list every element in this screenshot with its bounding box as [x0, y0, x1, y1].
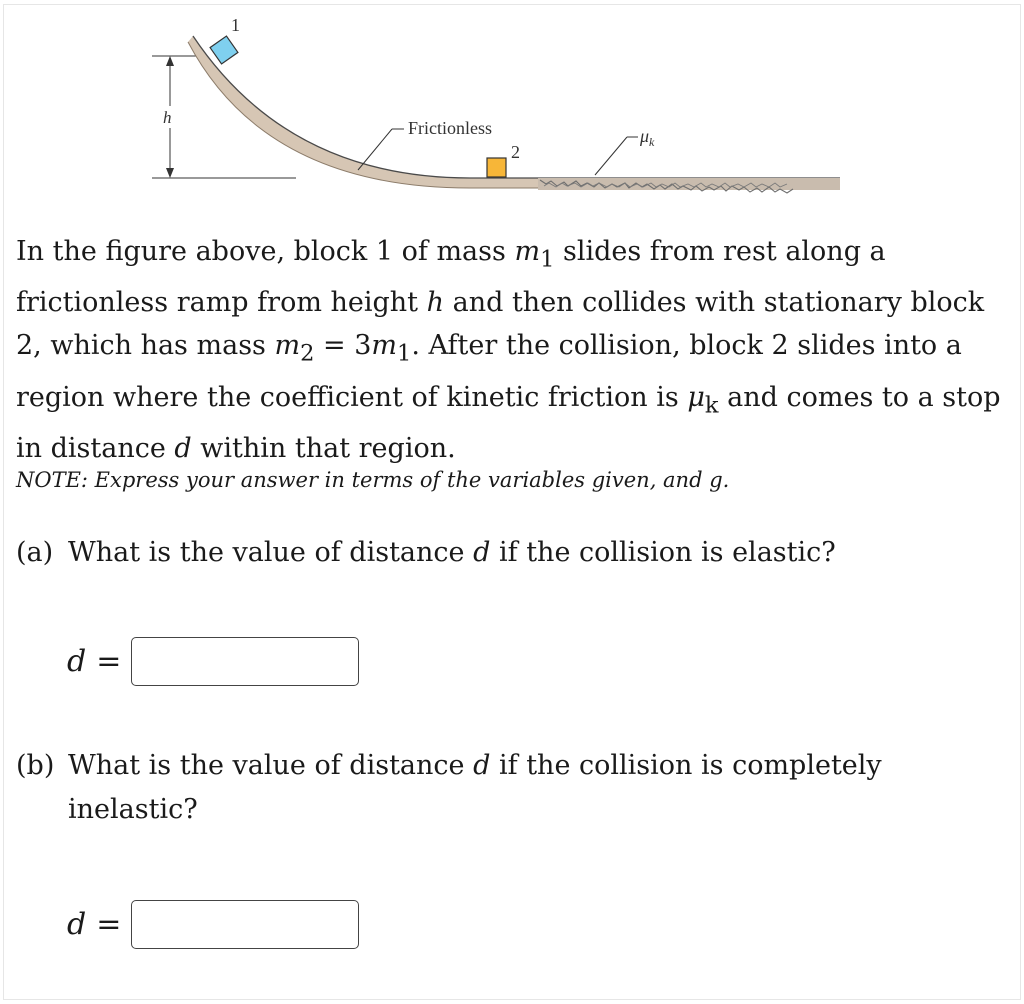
height-label: h — [163, 108, 172, 127]
question-a-text: What is the value of distance d if the collision is elastic? — [68, 537, 836, 568]
answer-b-input[interactable] — [131, 900, 359, 949]
rough-region — [538, 178, 840, 193]
question-b-label: (b) — [16, 750, 55, 781]
answer-b-label: d = — [67, 907, 122, 942]
answer-a-label: d = — [67, 644, 122, 679]
note: NOTE: Express your answer in terms of the variables given, and g. — [16, 468, 730, 492]
mu-k-label: $\mu_k$ — [640, 126, 655, 149]
question-b-text: What is the value of distance d if the collision is completely inelastic? — [68, 750, 882, 825]
ramp — [188, 36, 840, 188]
frictionless-callout — [358, 118, 492, 170]
answer-b-row — [67, 900, 359, 949]
answer-a-input[interactable] — [131, 637, 359, 686]
block-1-label: 1 — [231, 15, 240, 35]
answer-a-row — [67, 637, 359, 686]
height-indicator — [152, 56, 296, 178]
problem-statement: In the figure above, block 1 of mass $m_1$ slides from rest along a frictionless ramp from height h and then collides with stationary block 2, which has mass $m_2 = 3m_1$. After the collision, block 2 slides into a region where the coefficient of kinetic friction is $\mu_k$ and comes to a stop in distance d within that region. — [16, 236, 1001, 465]
physics-figure — [0, 0, 1024, 215]
block-1 — [210, 15, 240, 64]
question-b — [16, 744, 996, 832]
mu-k-callout — [595, 126, 655, 175]
block-2 — [487, 142, 520, 177]
question-a-label: (a) — [16, 537, 54, 568]
frictionless-label: Frictionless — [408, 118, 492, 138]
question-a — [16, 531, 996, 575]
block-2-label: 2 — [511, 142, 520, 162]
